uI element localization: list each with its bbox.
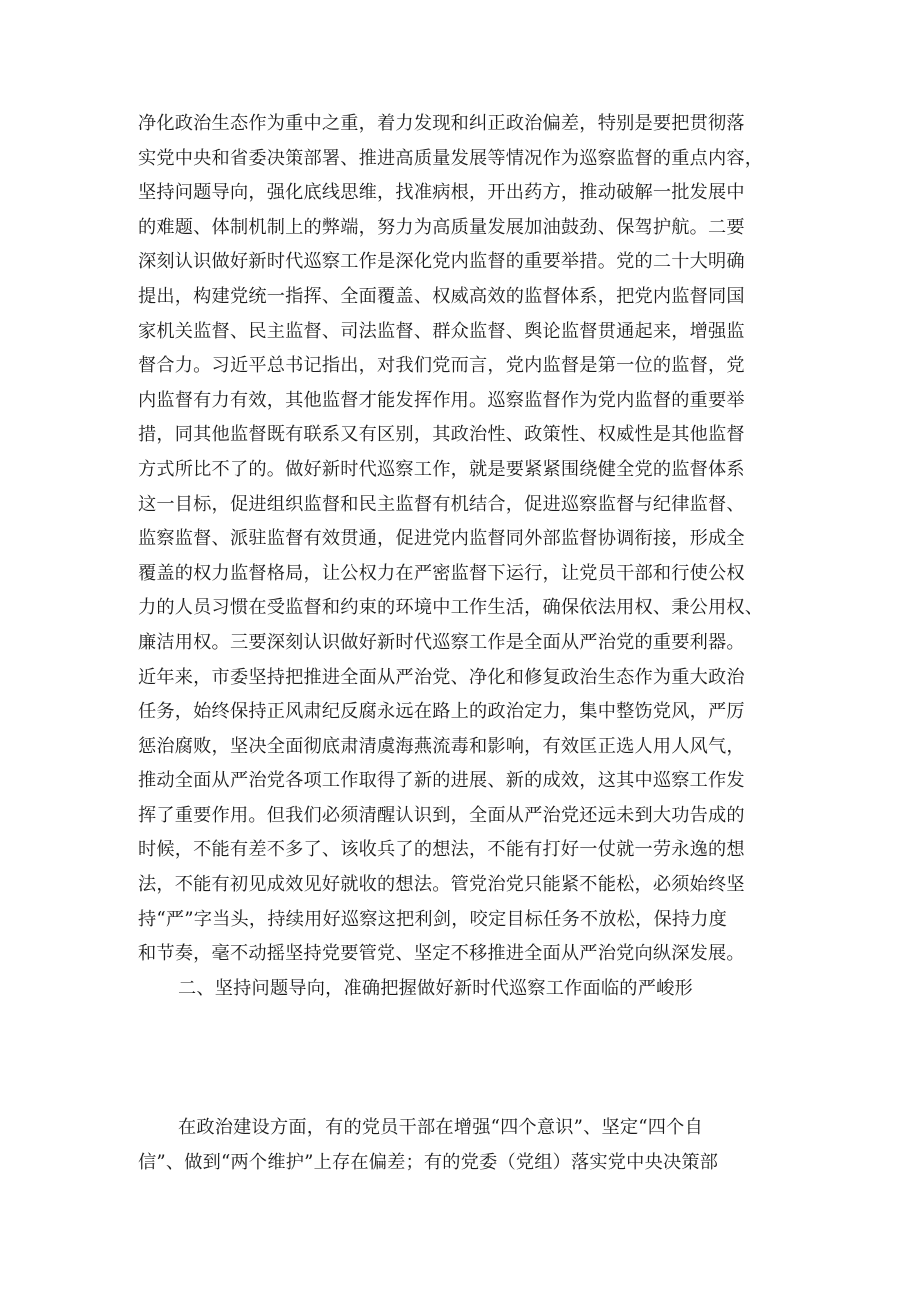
text-line: 在政治建设方面，有的党员干部在增强“四个意识”、坚定“四个自 <box>178 1117 703 1138</box>
text-line: 的难题、体制机制上的弊端，努力为高质量发展加油鼓劲、保驾护航。二要 <box>138 216 745 238</box>
section-heading: 二、坚持问题导向，准确把握做好新时代巡察工作面临的严峻形 <box>178 977 693 999</box>
text-line: 监察监督、派驻监督有效贯通，促进党内监督同外部监督协调衔接，形成全 <box>138 528 745 550</box>
text-line: 提出，构建党统一指挥、全面覆盖、权威高效的监督体系，把党内监督同国 <box>138 285 745 307</box>
text-line: 力的人员习惯在受监督和约束的环境中工作生活，确保依法用权、秉公用权、 <box>138 597 764 619</box>
text-line: 这一目标，促进组织监督和民主监督有机结合，促进巡察监督与纪律监督、 <box>138 493 745 515</box>
text-line: 近年来，市委坚持把推进全面从严治党、净化和修复政治生态作为重大政治 <box>138 666 745 688</box>
text-line: 信”、做到“两个维护”上存在偏差；有的党委（党组）落实党中央决策部 <box>138 1151 719 1173</box>
text-line: 时候，不能有差不多了、该收兵了的想法，不能有打好一仗就一劳永逸的想 <box>138 839 745 861</box>
text-line: 和节奏，毫不动摇坚持党要管党、坚定不移推进全面从严治党向纵深发展。 <box>138 943 745 965</box>
text-line: 深刻认识做好新时代巡察工作是深化党内监督的重要举措。党的二十大明确 <box>138 251 745 273</box>
text-line: 惩治腐败，坚决全面彻底肃清虞海燕流毒和影响，有效匡正选人用人风气， <box>138 735 745 757</box>
text-line: 挥了重要作用。但我们必须清醒认识到，全面从严治党还远未到大功告成的 <box>138 804 745 826</box>
text-line: 法，不能有初见成效见好就收的想法。管党治党只能紧不能松，必须始终坚 <box>138 874 745 896</box>
text-line: 督合力。习近平总书记指出，对我们党而言，党内监督是第一位的监督，党 <box>138 355 745 377</box>
text-line: 任务，始终保持正风肃纪反腐永远在路上的政治定力，集中整饬党风，严厉 <box>138 701 745 723</box>
text-line: 覆盖的权力监督格局，让公权力在严密监督下运行，让党员干部和行使公权 <box>138 562 745 584</box>
text-line: 方式所比不了的。做好新时代巡察工作，就是要紧紧围绕健全党的监督体系 <box>138 458 745 480</box>
text-line: 廉洁用权。三要深刻认识做好新时代巡察工作是全面从严治党的重要利器。 <box>138 631 745 653</box>
body-text-section-1 <box>138 107 798 1006</box>
text-line: 持“严”字当头，持续用好巡察这把利剑，咬定目标任务不放松，保持力度 <box>138 908 728 930</box>
text-line: 净化政治生态作为重中之重，着力发现和纠正政治偏差，特别是要把贯彻落 <box>138 113 745 134</box>
text-line: 实党中央和省委决策部署、推进高质量发展等情况作为巡察监督的重点内容， <box>138 147 764 169</box>
text-line: 坚持问题导向，强化底线思维，找准病根，开出药方，推动破解一批发展中 <box>138 182 745 204</box>
text-line: 推动全面从严治党各项工作取得了新的进展、新的成效，这其中巡察工作发 <box>138 770 745 792</box>
text-line: 措，同其他监督既有联系又有区别，其政治性、政策性、权威性是其他监督 <box>138 424 745 446</box>
text-line: 内监督有力有效，其他监督才能发挥作用。巡察监督作为党内监督的重要举 <box>138 389 745 411</box>
body-text-section-2 <box>138 1111 798 1180</box>
text-line: 家机关监督、民主监督、司法监督、群众监督、舆论监督贯通起来，增强监 <box>138 320 745 342</box>
